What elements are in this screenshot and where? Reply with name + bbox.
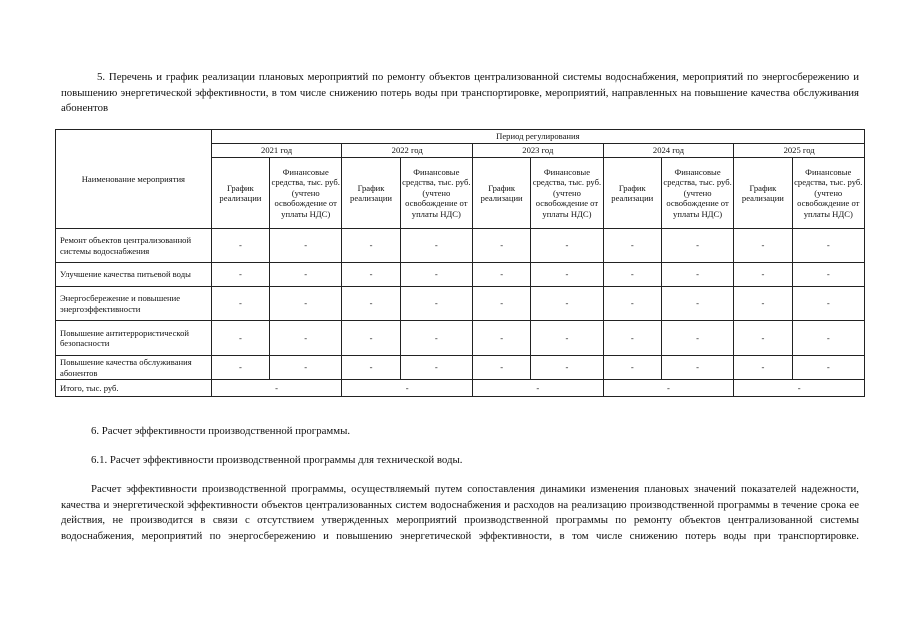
row-label: Повышение антитеррористической безопасности: [56, 321, 212, 356]
table-cell: -: [531, 287, 603, 321]
table-cell: -: [792, 356, 864, 380]
table-cell: -: [603, 356, 661, 380]
schedule-subheader: График реализации: [342, 158, 400, 229]
table-cell: -: [734, 356, 792, 380]
table-cell: -: [211, 321, 269, 356]
table-cell: -: [270, 229, 342, 263]
table-cell: -: [473, 229, 531, 263]
section-5-heading: 5. Перечень и график реализации плановых мероприятий по ремонту объектов централизованной системы водоснабжения, мероприятий по энергосбережению и повышению энергетической эффективности, в том числе снижению потерь воды при транспортировке, мероприятий, направленных на повышение качества обслуживания абонентов: [61, 71, 859, 115]
table-cell: -: [270, 356, 342, 380]
table-cell: -: [603, 321, 661, 356]
row-label: Ремонт объектов централизованной системы водоснабжения: [56, 229, 212, 263]
year-header: 2024 год: [603, 144, 734, 158]
body-paragraph: Расчет эффективности производственной программы, осуществляемый путем сопоставления динамики изменения плановых значений показателей надежности, качества и энергетической эффективности объектов централизованных систем водоснабжения и расходов на реализацию производственной программы в течение срока ее действия, не производится в связи с отсутствием утвержденных мероприятий производственной программы по ремонту объектов централизованной системы водоснабжения, мероприятий по энергосбережению и повышению энергетической эффективности, в том числе снижению потерь воды при транспортировке.: [61, 483, 859, 542]
table-cell: -: [473, 321, 531, 356]
table-cell: -: [270, 263, 342, 287]
table-cell: -: [661, 356, 733, 380]
table-cell: -: [661, 287, 733, 321]
table-cell: -: [792, 229, 864, 263]
table-cell: -: [734, 229, 792, 263]
period-header: Период регулирования: [211, 130, 864, 144]
table-cell: -: [473, 287, 531, 321]
year-header: 2021 год: [211, 144, 342, 158]
table-cell: -: [342, 321, 400, 356]
table-cell: -: [400, 229, 472, 263]
schedule-subheader: График реализации: [603, 158, 661, 229]
total-cell: -: [473, 380, 604, 397]
table-cell: -: [270, 287, 342, 321]
table-cell: -: [661, 263, 733, 287]
table-cell: -: [734, 321, 792, 356]
table-cell: -: [342, 287, 400, 321]
year-header: 2023 год: [473, 144, 604, 158]
schedule-subheader: График реализации: [473, 158, 531, 229]
table-cell: -: [400, 321, 472, 356]
table-cell: -: [400, 356, 472, 380]
table-cell: -: [603, 263, 661, 287]
total-label: Итого, тыс. руб.: [56, 380, 212, 397]
table-cell: -: [531, 229, 603, 263]
section-6-1-heading: 6.1. Расчет эффективности производственной программы для технической воды.: [91, 454, 463, 466]
table-cell: -: [400, 263, 472, 287]
table-row: [56, 321, 865, 356]
table-row: [56, 287, 865, 321]
finance-subheader: Финансовые средства, тыс. руб. (учтено освобождение от уплаты НДС): [400, 158, 472, 229]
table-cell: -: [473, 356, 531, 380]
table-cell: -: [270, 321, 342, 356]
table-cell: -: [734, 287, 792, 321]
total-cell: -: [734, 380, 865, 397]
finance-subheader: Финансовые средства, тыс. руб. (учтено освобождение от уплаты НДС): [661, 158, 733, 229]
plan-table: [55, 129, 865, 397]
table-cell: -: [734, 263, 792, 287]
total-cell: -: [603, 380, 734, 397]
table-cell: -: [792, 263, 864, 287]
table-cell: -: [792, 287, 864, 321]
table-cell: -: [342, 263, 400, 287]
section-6-heading: 6. Расчет эффективности производственной программы.: [91, 425, 351, 437]
table-cell: -: [603, 287, 661, 321]
table-cell: -: [531, 321, 603, 356]
finance-subheader: Финансовые средства, тыс. руб. (учтено освобождение от уплаты НДС): [792, 158, 864, 229]
table-cell: -: [531, 263, 603, 287]
name-column-header: Наименование мероприятия: [56, 130, 212, 229]
row-label: Повышение качества обслуживания абонентов: [56, 356, 212, 380]
table-row: [56, 263, 865, 287]
total-cell: -: [211, 380, 342, 397]
row-label: Энергосбережение и повышение энергоэффективности: [56, 287, 212, 321]
row-label: Улучшение качества питьевой воды: [56, 263, 212, 287]
table-cell: -: [211, 287, 269, 321]
table-cell: -: [400, 287, 472, 321]
total-row: [56, 380, 865, 397]
table-cell: -: [211, 229, 269, 263]
table-row: [56, 229, 865, 263]
table-cell: -: [473, 263, 531, 287]
schedule-subheader: График реализации: [734, 158, 792, 229]
year-header: 2025 год: [734, 144, 865, 158]
finance-subheader: Финансовые средства, тыс. руб. (учтено освобождение от уплаты НДС): [270, 158, 342, 229]
table-cell: -: [792, 321, 864, 356]
table-cell: -: [661, 229, 733, 263]
year-header: 2022 год: [342, 144, 473, 158]
table-cell: -: [342, 229, 400, 263]
table-cell: -: [603, 229, 661, 263]
table-cell: -: [531, 356, 603, 380]
total-cell: -: [342, 380, 473, 397]
table-cell: -: [211, 356, 269, 380]
finance-subheader: Финансовые средства, тыс. руб. (учтено освобождение от уплаты НДС): [531, 158, 603, 229]
table-cell: -: [211, 263, 269, 287]
schedule-subheader: График реализации: [211, 158, 269, 229]
table-cell: -: [342, 356, 400, 380]
table-cell: -: [661, 321, 733, 356]
table-row: [56, 356, 865, 380]
